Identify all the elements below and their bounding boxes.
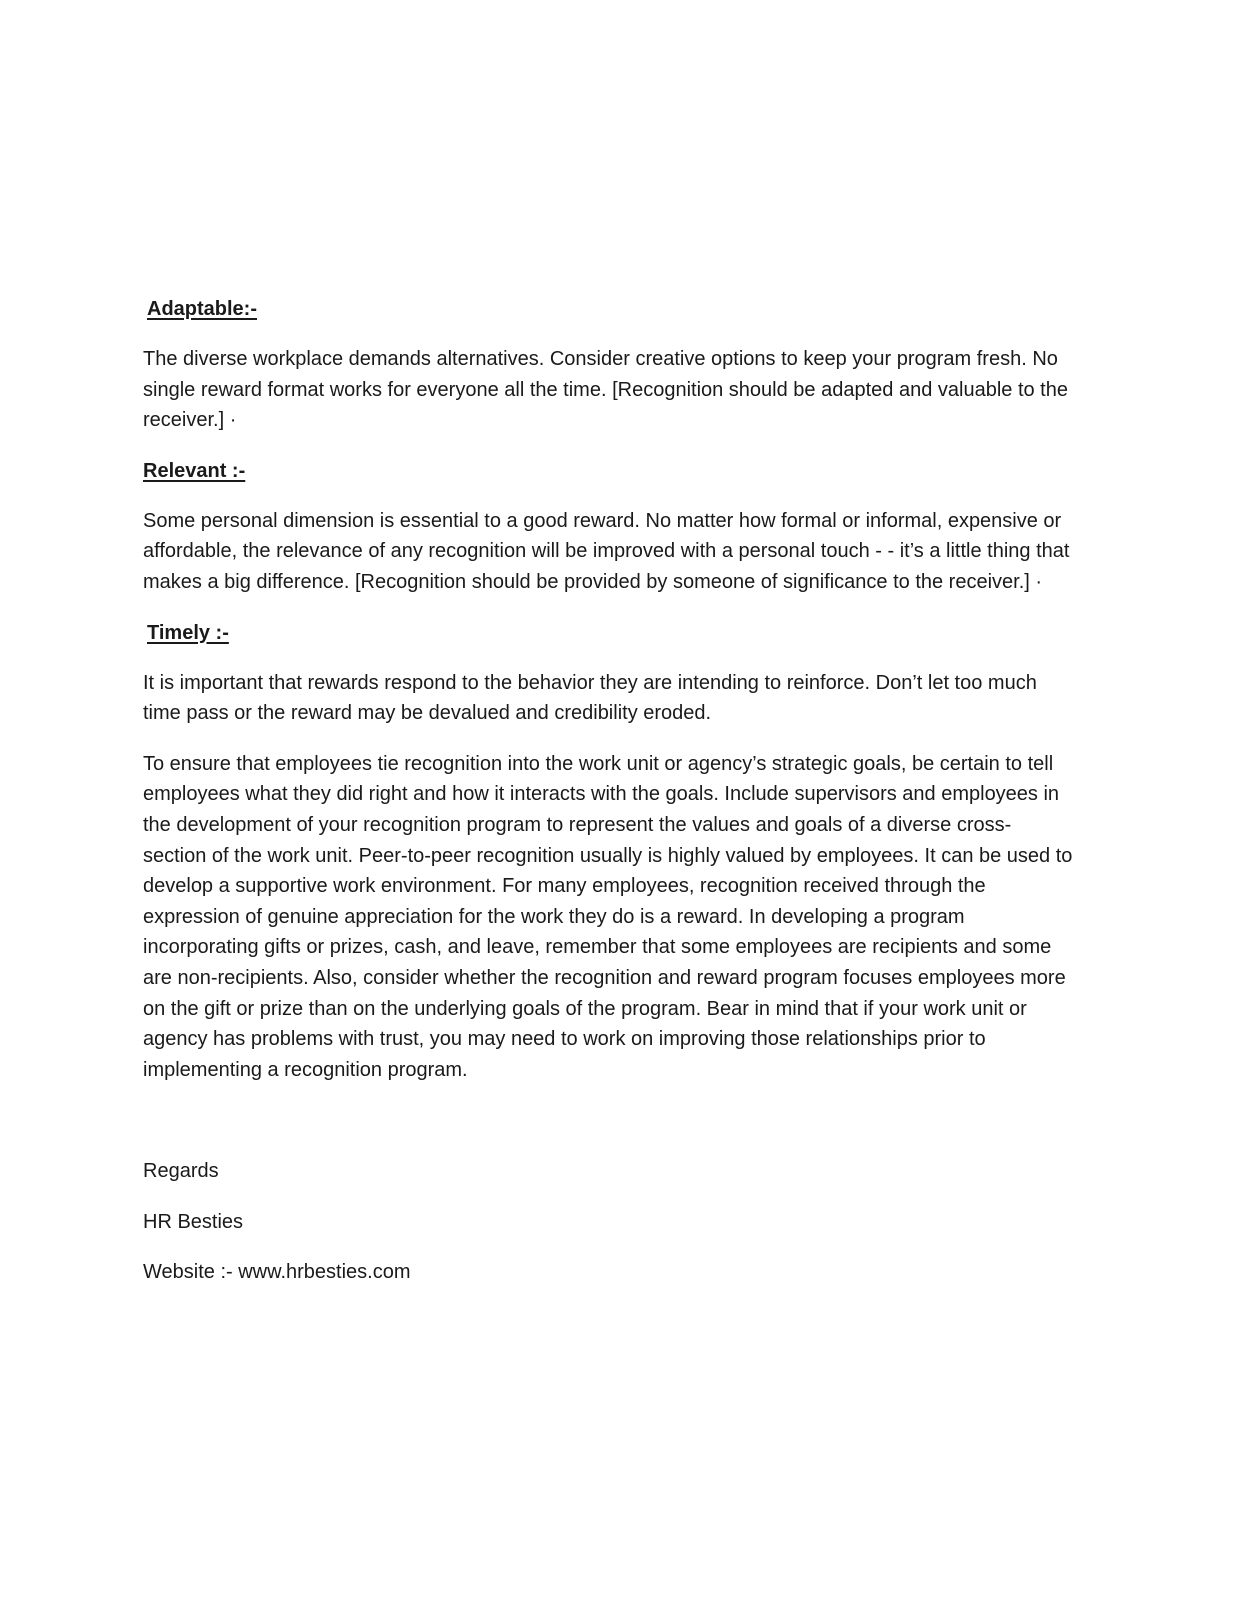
document-content	[143, 294, 1073, 1308]
paragraph-relevant: Some personal dimension is essential to a good reward. No matter how formal or informal, expensive or affordable, the relevance of any recognition will be improved with a personal touch - - it’s a little thing that makes a big difference. [Recognition should be provided by someone of significance to the receiver.] ·	[143, 509, 1070, 593]
signoff-website: Website :- www.hrbesties.com	[143, 1261, 411, 1284]
signoff-name: HR Besties	[143, 1210, 244, 1233]
paragraph-adaptable: The diverse workplace demands alternatives. Consider creative options to keep your program fresh. No single reward format works for everyone all the time. [Recognition should be adapted and valuable to the receiver.] ·	[143, 348, 1068, 432]
spacer	[143, 1105, 1073, 1156]
heading-adaptable: Adaptable:-	[147, 298, 257, 320]
heading-relevant: Relevant :-	[143, 459, 246, 482]
paragraph-closing: To ensure that employees tie recognition into the work unit or agency’s strategic goals, be certain to tell employees what they did right and how it interacts with the goals. Include supervisors and employees in the development of your recognition program to represent the values and goals of a diverse cross-section of the work unit. Peer-to-peer recognition usually is highly valued by employees. It can be used to develop a supportive work environment. For many employees, recognition received through the expression of genuine appreciation for the work they do is a reward. In developing a program incorporating gifts or prizes, cash, and leave, remember that some employees are recipients and some are non-recipients. Also, consider whether the recognition and reward program focuses employees more on the gift or prize than on the underlying goals of the program. Bear in mind that if your work unit or agency has problems with trust, you may need to work on improving those relationships prior to implementing a recognition program.	[143, 752, 1073, 1081]
signoff-regards: Regards	[143, 1160, 219, 1183]
paragraph-timely: It is important that rewards respond to the behavior they are intending to reinforce. Don’t let too much time pass or the reward may be devalued and credibility eroded.	[143, 671, 1037, 725]
heading-timely: Timely :-	[147, 621, 229, 644]
